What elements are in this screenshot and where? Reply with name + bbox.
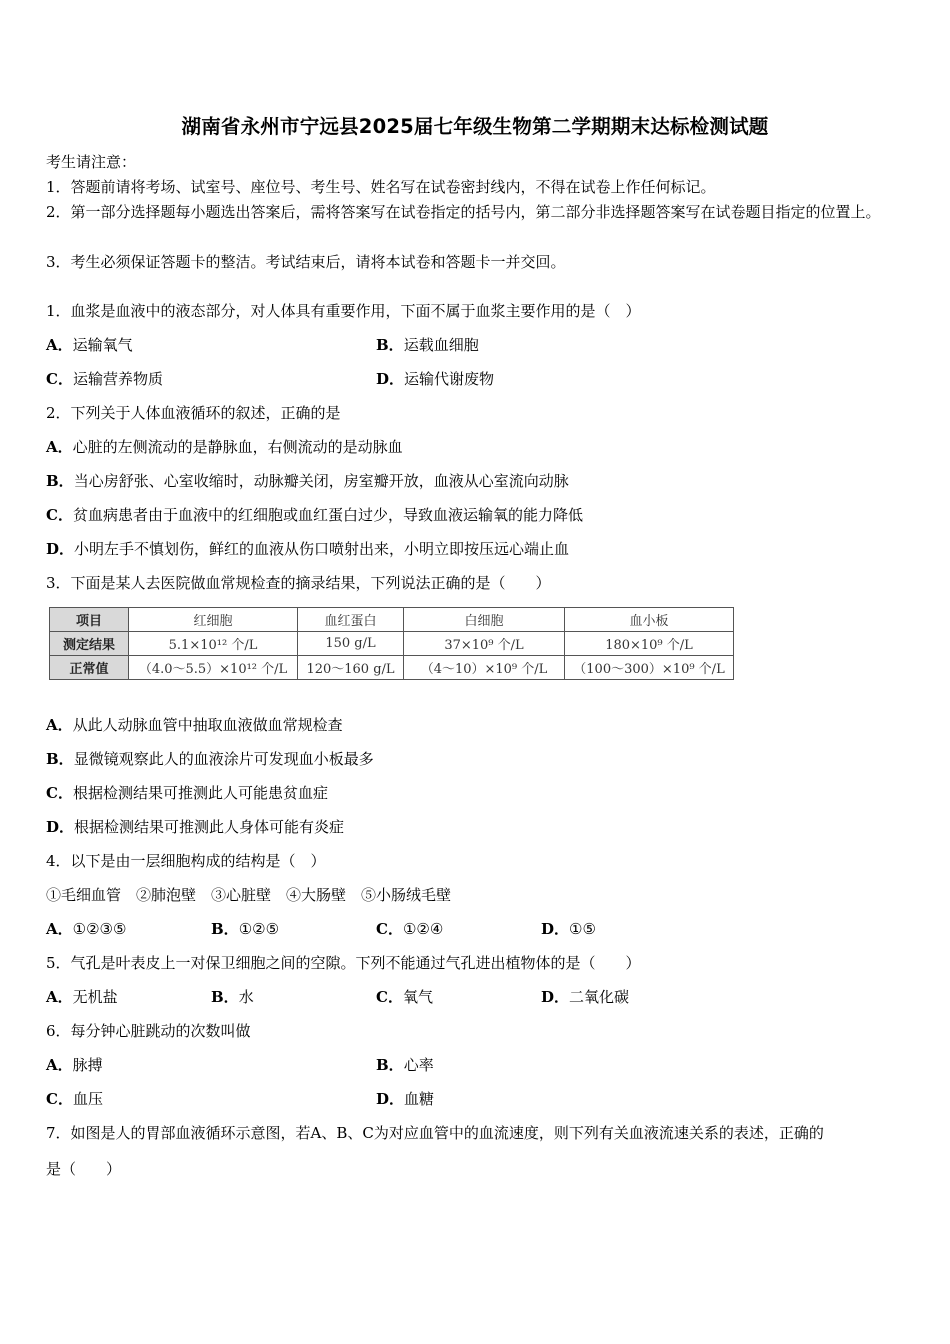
question-4-option-d [541, 918, 596, 940]
option-letter: B． [376, 336, 404, 354]
question-4-option-b [211, 918, 279, 940]
option-text: 二氧化碳 [569, 988, 630, 1006]
table-row [50, 632, 734, 656]
option-letter: A． [46, 920, 73, 938]
option-text: 心率 [403, 1056, 434, 1074]
option-letter: D． [541, 988, 570, 1006]
table-header-cell: 红细胞 [129, 608, 298, 632]
option-text: 贫血病患者由于血液中的红细胞或血红蛋白过少，导致血液运输氧的能力降低 [72, 506, 583, 524]
question-4-structures: ①毛细血管 ②肺泡壁 ③心脏壁 ④大肠壁 ⑤小肠绒毛壁 [46, 886, 452, 904]
table-header-cell: 血小板 [565, 608, 734, 632]
option-letter: A． [46, 716, 73, 734]
question-6-option-c [46, 1088, 103, 1110]
option-text: 心脏的左侧流动的是静脉血，右侧流动的是动脉血 [72, 438, 403, 456]
table-row [50, 656, 734, 680]
question-5-option-c [376, 986, 433, 1008]
option-text: ①②③⑤ [72, 920, 127, 938]
option-text: 当心房舒张、心室收缩时，动脉瓣关闭，房室瓣开放，血液从心室流向动脉 [73, 472, 569, 490]
option-letter: C． [46, 370, 73, 388]
table-row-header: 测定结果 [50, 632, 129, 656]
option-letter: D． [541, 920, 570, 938]
option-letter: D． [376, 370, 405, 388]
option-letter: B． [46, 472, 74, 490]
option-letter: D． [46, 818, 75, 836]
option-text: 显微镜观察此人的血液涂片可发现血小板最多 [73, 750, 374, 768]
question-5-option-a [46, 986, 118, 1008]
option-letter: A． [46, 336, 73, 354]
question-4-stem: 4．以下是由一层细胞构成的结构是（ ） [46, 852, 326, 870]
option-text: 根据检测结果可推测此人身体可能有炎症 [74, 818, 345, 836]
notice-item-3: 3．考生必须保证答题卡的整洁。考试结束后，请将本试卷和答题卡一并交回。 [46, 253, 566, 271]
question-6-option-b [376, 1054, 434, 1076]
option-text: 运输营养物质 [72, 370, 163, 388]
table-header-cell: 血红蛋白 [298, 608, 404, 632]
question-6-option-a [46, 1054, 103, 1076]
option-letter: A． [46, 1056, 73, 1074]
table-cell: 5.1×10¹² 个/L [129, 632, 298, 656]
option-text: 无机盐 [72, 988, 118, 1006]
question-1-option-d [376, 368, 494, 390]
question-6-stem: 6．每分钟心脏跳动的次数叫做 [46, 1022, 251, 1040]
question-5-stem: 5．气孔是叶表皮上一对保卫细胞之间的空隙。下列不能通过气孔进出植物体的是（ ） [46, 954, 641, 972]
table-cell: 120～160 g/L [298, 656, 404, 680]
option-text: 运输氧气 [72, 336, 133, 354]
option-letter: D． [376, 1090, 405, 1108]
option-text: 小明左手不慎划伤，鲜红的血液从伤口喷射出来，小明立即按压远心端止血 [74, 540, 570, 558]
question-2-option-b [46, 470, 569, 492]
question-5-option-b [211, 986, 254, 1008]
option-letter: C． [376, 920, 403, 938]
table-cell: （100～300）×10⁹ 个/L [565, 656, 734, 680]
option-text: 从此人动脉血管中抽取血液做血常规检查 [72, 716, 343, 734]
question-6-option-d [376, 1088, 434, 1110]
notice-item-1: 1．答题前请将考场、试室号、座位号、考生号、姓名写在试卷密封线内，不得在试卷上作任何标记。 [46, 178, 716, 196]
option-letter: D． [46, 540, 75, 558]
table-cell: （4.0～5.5）×10¹² 个/L [129, 656, 298, 680]
option-letter: C． [46, 784, 73, 802]
table-cell: 180×10⁹ 个/L [565, 632, 734, 656]
option-text: 血糖 [404, 1090, 435, 1108]
option-text: 氧气 [402, 988, 433, 1006]
question-3-option-d [46, 816, 344, 838]
question-2-stem: 2．下列关于人体血液循环的叙述，正确的是 [46, 404, 341, 422]
question-1-option-b [376, 334, 479, 356]
question-3-option-a [46, 714, 343, 736]
question-3-option-c [46, 782, 328, 804]
question-5-option-d [541, 986, 629, 1008]
table-header-row [50, 608, 734, 632]
option-letter: B． [211, 988, 239, 1006]
question-1-option-a [46, 334, 133, 356]
option-text: 水 [238, 988, 254, 1006]
question-1-stem: 1．血浆是血液中的液态部分，对人体具有重要作用，下面不属于血浆主要作用的是（ ） [46, 302, 641, 320]
question-4-option-a [46, 918, 126, 940]
question-7-stem-line-2: 是（ ） [46, 1160, 122, 1178]
question-3-option-b [46, 748, 374, 770]
option-text: ①②⑤ [238, 920, 280, 938]
option-text: 运载血细胞 [403, 336, 479, 354]
notice-item-2: 2．第一部分选择题每小题选出答案后，需将答案写在试卷指定的括号内，第二部分非选择题答案写在试卷题目指定的位置上。 [46, 203, 881, 221]
option-letter: A． [46, 988, 73, 1006]
option-letter: B． [46, 750, 74, 768]
option-letter: C． [46, 506, 73, 524]
option-text: ①②④ [402, 920, 444, 938]
option-letter: C． [376, 988, 403, 1006]
table-cell: （4～10）×10⁹ 个/L [404, 656, 565, 680]
table-header-cell: 白细胞 [404, 608, 565, 632]
table-cell: 150 g/L [298, 632, 404, 656]
question-2-option-a [46, 436, 403, 458]
page-title: 湖南省永州市宁远县2025届七年级生物第二学期期末达标检测试题 [181, 115, 769, 138]
option-letter: C． [46, 1090, 73, 1108]
option-letter: A． [46, 438, 73, 456]
blood-test-table [49, 607, 734, 680]
table-cell: 37×10⁹ 个/L [404, 632, 565, 656]
option-text: ①⑤ [569, 920, 596, 938]
option-letter: B． [211, 920, 239, 938]
question-1-option-c [46, 368, 163, 390]
option-letter: B． [376, 1056, 404, 1074]
question-2-option-d [46, 538, 569, 560]
option-text: 根据检测结果可推测此人可能患贫血症 [72, 784, 328, 802]
option-text: 血压 [72, 1090, 103, 1108]
question-7-stem-line-1: 7．如图是人的胃部血液循环示意图，若A、B、C为对应血管中的血流速度，则下列有关血液流速关系的表述，正确的 [46, 1124, 824, 1142]
notice-heading: 考生请注意： [46, 153, 137, 171]
question-3-stem: 3．下面是某人去医院做血常规检查的摘录结果，下列说法正确的是（ ） [46, 574, 551, 592]
question-4-option-c [376, 918, 443, 940]
table-row-header: 正常值 [50, 656, 129, 680]
table-header-cell: 项目 [50, 608, 129, 632]
question-2-option-c [46, 504, 583, 526]
option-text: 脉搏 [72, 1056, 103, 1074]
option-text: 运输代谢废物 [404, 370, 495, 388]
